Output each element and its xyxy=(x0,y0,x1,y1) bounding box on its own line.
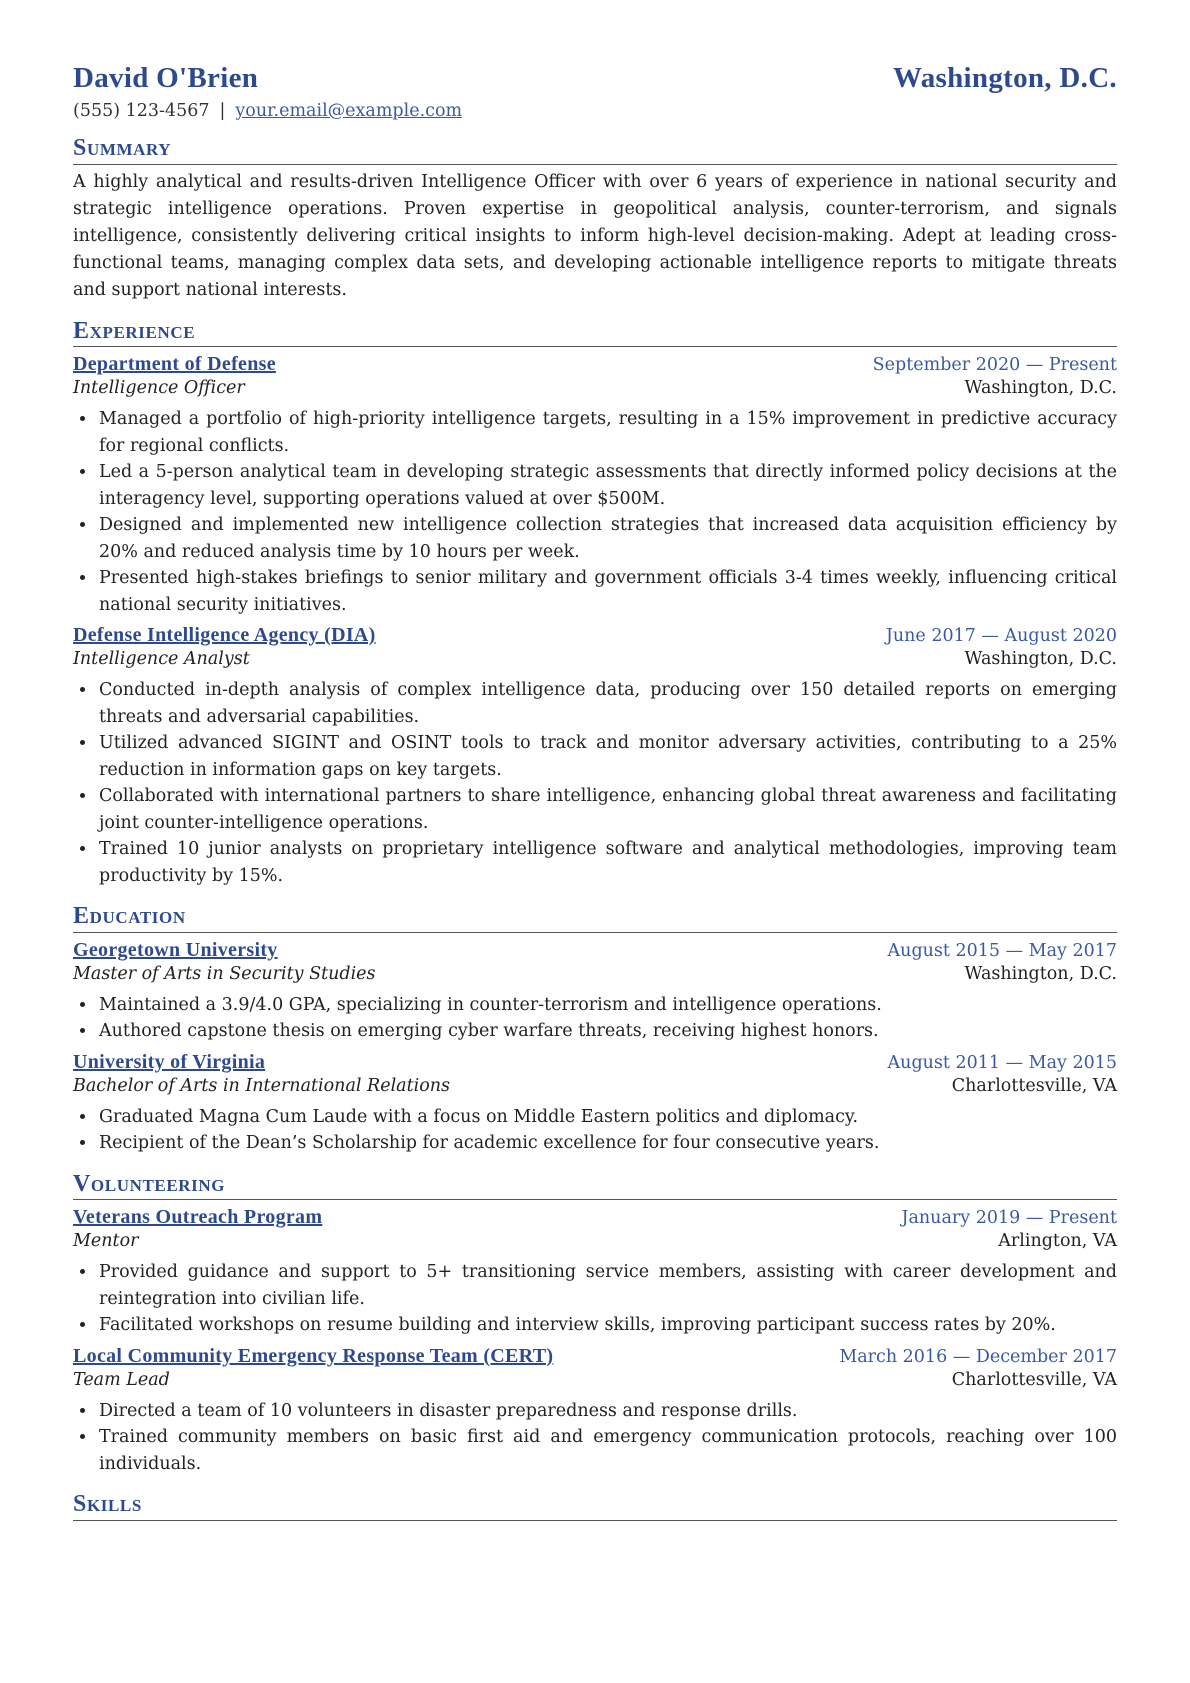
entry-role: Mentor xyxy=(73,1231,139,1252)
resume-header xyxy=(73,62,1117,95)
entry-subheader xyxy=(73,649,1117,669)
entry-header xyxy=(73,1051,1117,1074)
entry-header xyxy=(73,1206,1117,1229)
entry-role: Team Lead xyxy=(73,1369,170,1390)
bullet-item: • Provided guidance and support to 5+ transitioning service members, assisting with career development and reintegration into civilian life. xyxy=(97,1259,1117,1312)
entry-dates: March 2016 — December 2017 xyxy=(839,1346,1117,1367)
entry-bullets xyxy=(73,1259,1117,1339)
organization-link[interactable]: Defense Intelligence Agency (DIA) xyxy=(73,624,376,647)
entry-location: Charlottesville, VA xyxy=(951,1075,1117,1096)
entry-location: Arlington, VA xyxy=(998,1231,1117,1252)
entry-dates: August 2015 — May 2017 xyxy=(887,940,1117,961)
volunteering-section-title: Volunteering xyxy=(73,1171,1117,1201)
bullet-item: • Directed a team of 10 volunteers in disaster preparedness and response drills. xyxy=(97,1398,1117,1425)
volunteering-entry xyxy=(73,1345,1117,1478)
entry-role: Bachelor of Arts in International Relations xyxy=(73,1075,451,1096)
bullet-item: • Trained community members on basic first aid and emergency communication protocols, reaching over 100 individuals. xyxy=(97,1424,1117,1477)
entry-dates: June 2017 — August 2020 xyxy=(885,626,1117,647)
entry-header xyxy=(73,1345,1117,1368)
candidate-location: Washington, D.C. xyxy=(893,62,1117,94)
entry-subheader xyxy=(73,1076,1117,1096)
organization-link[interactable]: Department of Defense xyxy=(73,353,276,376)
entry-bullets xyxy=(73,406,1117,618)
entry-role: Intelligence Analyst xyxy=(73,649,250,670)
bullet-item: • Authored capstone thesis on emerging cyber warfare threats, receiving highest honors. xyxy=(97,1018,1117,1045)
organization-link[interactable]: University of Virginia xyxy=(73,1050,266,1073)
entry-bullets xyxy=(73,677,1117,889)
bullet-item: • Trained 10 junior analysts on proprietary intelligence software and analytical methodologies, improving team productivity by 15%. xyxy=(97,836,1117,889)
bullet-item: • Collaborated with international partners to share intelligence, enhancing global threat awareness and facilitating joint counter-intelligence operations. xyxy=(97,783,1117,836)
entry-dates: January 2019 — Present xyxy=(901,1208,1117,1229)
summary-section-title: Summary xyxy=(73,135,1117,165)
entry-dates: September 2020 — Present xyxy=(872,355,1117,376)
bullet-item: • Graduated Magna Cum Laude with a focus on Middle Eastern politics and diplomacy. xyxy=(97,1104,1117,1131)
contact-line xyxy=(73,101,1117,121)
bullet-item: • Conducted in-depth analysis of complex intelligence data, producing over 150 detailed reports on emerging threats and adversarial capabilities. xyxy=(97,677,1117,730)
experience-entry xyxy=(73,353,1117,618)
candidate-name: David O'Brien xyxy=(73,62,259,94)
education-list xyxy=(73,939,1117,1157)
bullet-item: • Recipient of the Dean’s Scholarship for academic excellence for four consecutive years. xyxy=(97,1130,1117,1157)
entry-header xyxy=(73,939,1117,962)
entry-header xyxy=(73,624,1117,647)
bullet-item: • Managed a portfolio of high-priority intelligence targets, resulting in a 15% improvement in predictive accuracy for regional conflicts. xyxy=(97,406,1117,459)
entry-role: Intelligence Officer xyxy=(73,378,245,399)
organization-link[interactable]: Georgetown University xyxy=(73,938,278,961)
volunteering-entry xyxy=(73,1206,1117,1339)
bullet-item: • Utilized advanced SIGINT and OSINT tools to track and monitor adversary activities, contributing to a 25% reduction in information gaps on key targets. xyxy=(97,730,1117,783)
education-entry xyxy=(73,1051,1117,1157)
entry-dates: August 2011 — May 2015 xyxy=(887,1052,1117,1073)
education-entry xyxy=(73,939,1117,1045)
entry-subheader xyxy=(73,964,1117,984)
entry-subheader xyxy=(73,1370,1117,1390)
experience-list xyxy=(73,353,1117,889)
bullet-item: • Presented high-stakes briefings to senior military and government officials 3-4 times weekly, influencing critical national security initiatives. xyxy=(97,565,1117,618)
entry-location: Washington, D.C. xyxy=(964,378,1117,399)
entry-location: Charlottesville, VA xyxy=(951,1369,1117,1390)
entry-role: Master of Arts in Security Studies xyxy=(73,963,376,984)
entry-bullets xyxy=(73,992,1117,1045)
bullet-item: • Maintained a 3.9/4.0 GPA, specializing in counter-terrorism and intelligence operations. xyxy=(97,992,1117,1019)
summary-text: A highly analytical and results-driven Intelligence Officer with over 6 years of experience in national security and strategic intelligence operations. Proven expertise in geopolitical analysis, counter-terrorism, and signals intelligence, consistently delivering critical insights to inform high-level decision-making. Adept at leading cross-functional teams, managing complex data sets, and developing actionable intelligence reports to mitigate threats and support national interests. xyxy=(73,171,1117,300)
phone-number: (555) 123-4567 xyxy=(73,101,210,121)
entry-subheader xyxy=(73,1231,1117,1251)
entry-bullets xyxy=(73,1398,1117,1478)
entry-bullets xyxy=(73,1104,1117,1157)
entry-header xyxy=(73,353,1117,376)
bullet-item: • Led a 5-person analytical team in developing strategic assessments that directly informed policy decisions at the interagency level, supporting operations valued at over $500M. xyxy=(97,459,1117,512)
organization-link[interactable]: Veterans Outreach Program xyxy=(73,1206,323,1229)
entry-location: Washington, D.C. xyxy=(964,963,1117,984)
entry-subheader xyxy=(73,378,1117,398)
organization-link[interactable]: Local Community Emergency Response Team (CERT) xyxy=(73,1344,554,1367)
experience-entry xyxy=(73,624,1117,889)
bullet-item: • Designed and implemented new intelligence collection strategies that increased data acquisition efficiency by 20% and reduced analysis time by 10 hours per week. xyxy=(97,512,1117,565)
bullet-item: • Facilitated workshops on resume building and interview skills, improving participant success rates by 20%. xyxy=(97,1312,1117,1339)
experience-section-title: Experience xyxy=(73,318,1117,348)
email-link[interactable]: your.email@example.com xyxy=(235,101,463,121)
entry-location: Washington, D.C. xyxy=(964,649,1117,670)
volunteering-list xyxy=(73,1206,1117,1477)
education-section-title: Education xyxy=(73,903,1117,933)
skills-section-title: Skills xyxy=(73,1491,1117,1521)
contact-separator: | xyxy=(219,101,226,121)
